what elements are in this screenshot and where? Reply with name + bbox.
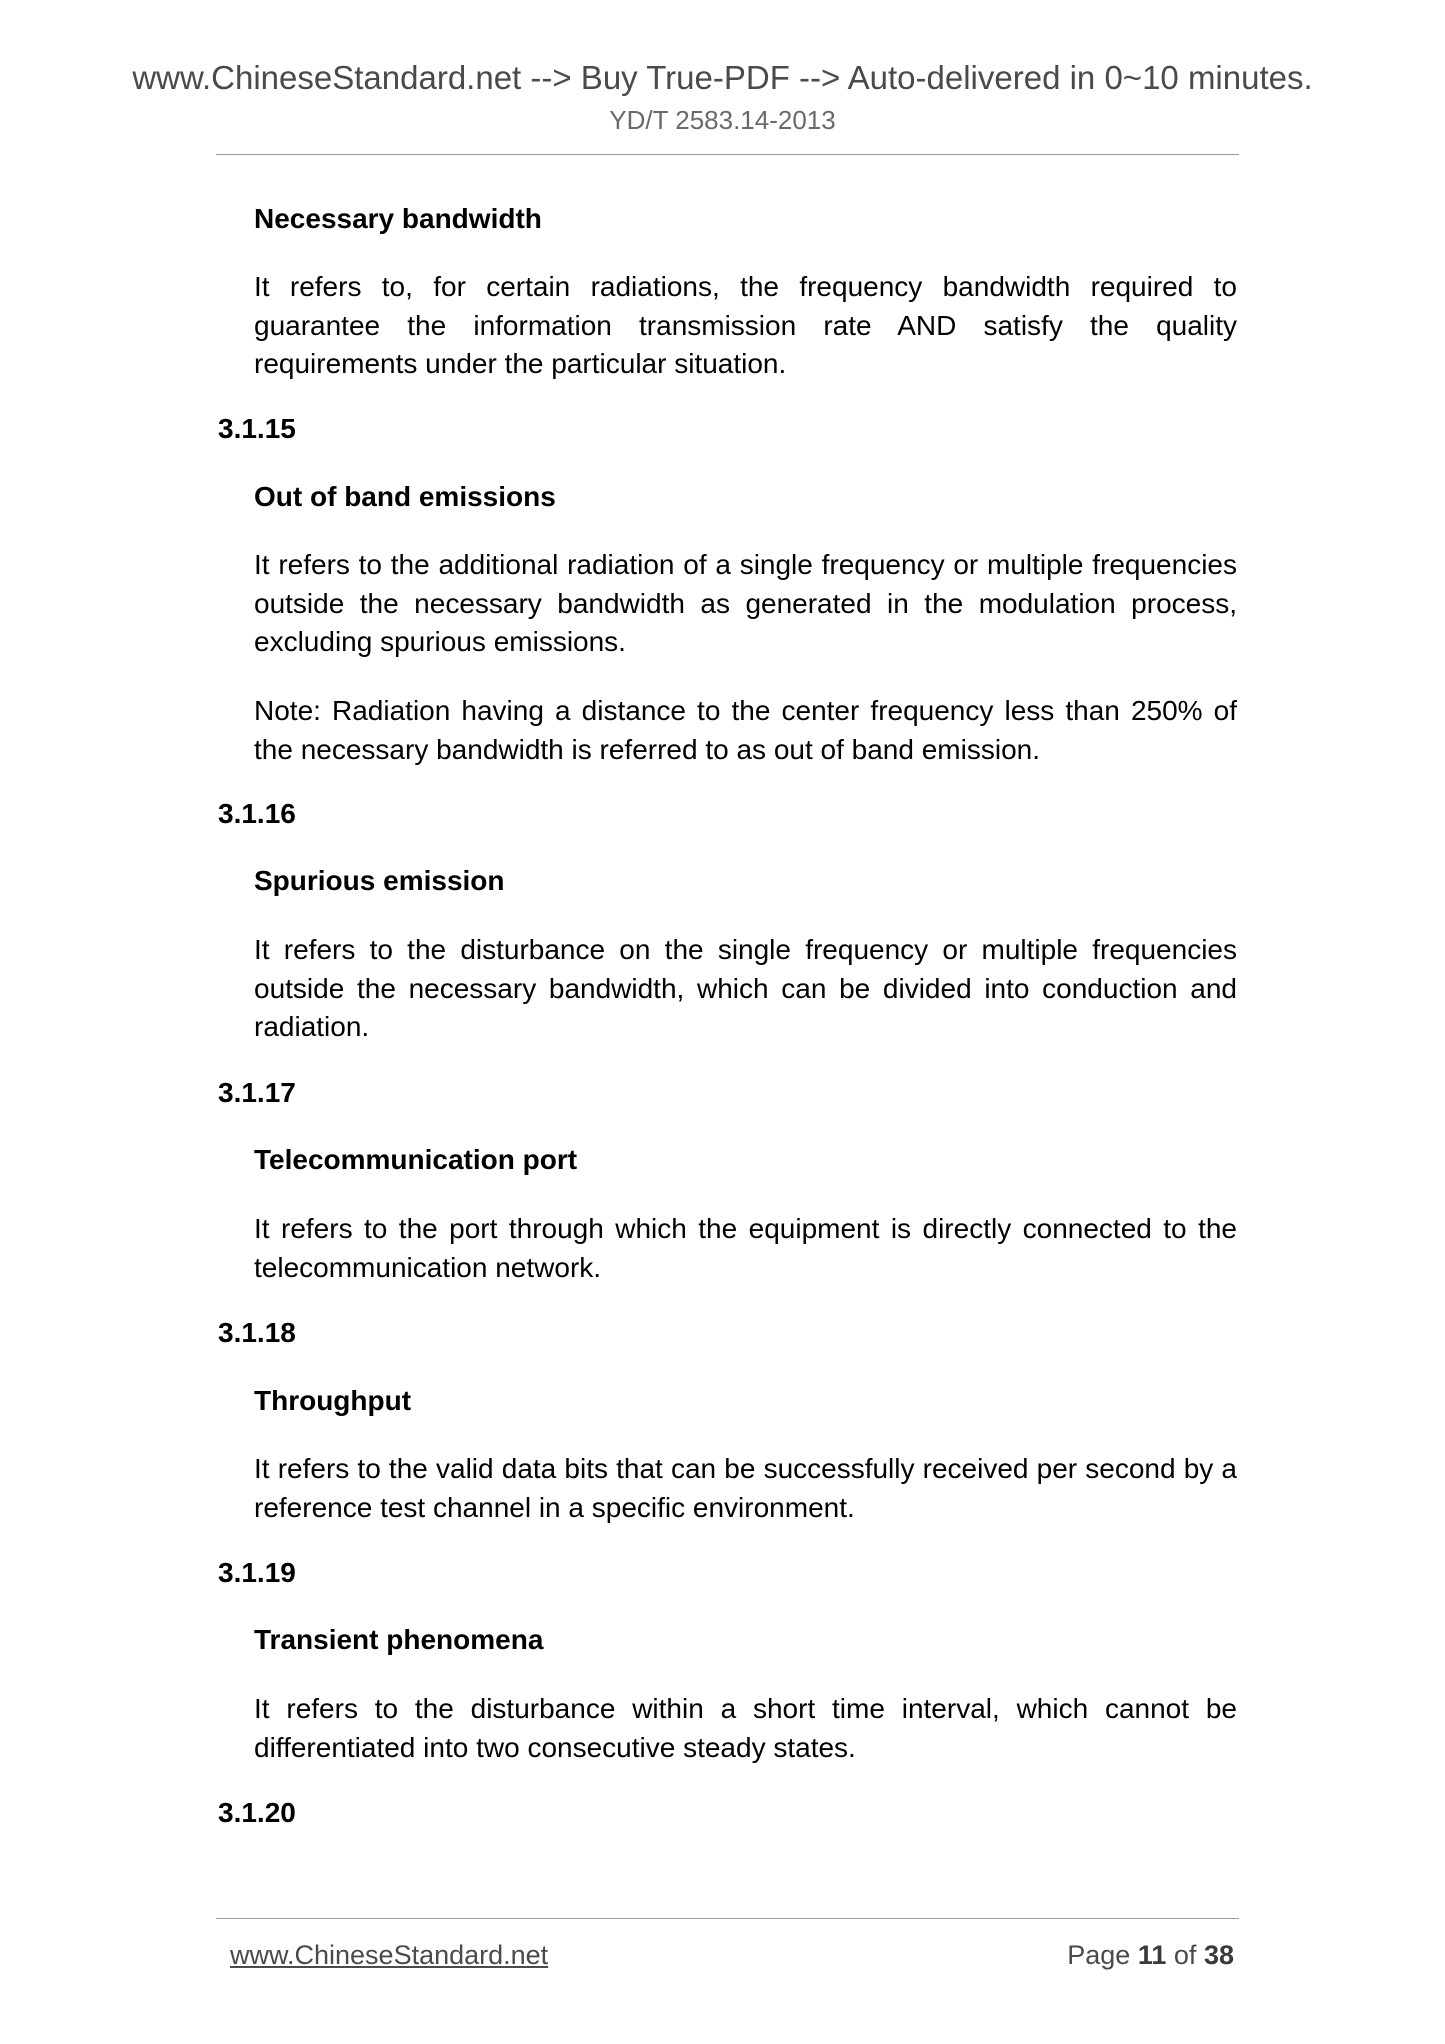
- definition-paragraph: It refers to the disturbance on the single frequency or multiple frequencies outside the necessary bandwidth, which can be divided into conduction and radiation.: [254, 934, 1237, 1042]
- term-heading: Necessary bandwidth: [254, 203, 542, 234]
- clause-number: 3.1.17: [218, 1077, 296, 1108]
- term-heading: Out of band emissions: [254, 481, 556, 512]
- page-label: Page: [1067, 1940, 1131, 1970]
- definition-paragraph: It refers to the disturbance within a short time interval, which cannot be differentiated into two consecutive steady states.: [254, 1693, 1237, 1763]
- page-indicator: [1067, 1938, 1234, 1972]
- clause-number: 3.1.16: [218, 798, 296, 829]
- term-heading: Throughput: [254, 1385, 412, 1416]
- definition-paragraph: It refers to the port through which the equipment is directly connected to the telecommunication network.: [254, 1213, 1237, 1283]
- top-banner: www.ChineseStandard.net --> Buy True-PDF --> Auto-delivered in 0~10 minutes.: [132, 59, 1313, 96]
- clause-number: 3.1.18: [218, 1317, 296, 1348]
- clause-number: 3.1.20: [218, 1797, 296, 1828]
- footer-website-link[interactable]: www.ChineseStandard.net: [230, 1940, 549, 1970]
- term-heading: Spurious emission: [254, 865, 505, 896]
- term-heading: Telecommunication port: [254, 1144, 578, 1175]
- footer-divider: [216, 1918, 1239, 1919]
- page-total: 38: [1203, 1940, 1234, 1970]
- clause-number: 3.1.19: [218, 1557, 296, 1588]
- note-paragraph: Note: Radiation having a distance to the center frequency less than 250% of the necessary bandwidth is referred to as out of band emission.: [254, 695, 1237, 765]
- clause-number: 3.1.15: [218, 413, 296, 444]
- definition-paragraph: It refers to, for certain radiations, the frequency bandwidth required to guarantee the information transmission rate AND satisfy the quality requirements under the particular situation.: [254, 271, 1237, 379]
- term-heading: Transient phenomena: [254, 1624, 544, 1655]
- definition-paragraph: It refers to the valid data bits that can be successfully received per second by a reference test channel in a specific environment.: [254, 1453, 1237, 1523]
- definition-paragraph: It refers to the additional radiation of a single frequency or multiple frequencies outside the necessary bandwidth as generated in the modulation process, excluding spurious emissions.: [254, 549, 1237, 657]
- standard-code: YD/T 2583.14-2013: [609, 105, 836, 135]
- page-number: 11: [1137, 1940, 1167, 1970]
- header-divider: [216, 154, 1239, 155]
- page-of-label: of: [1173, 1940, 1197, 1970]
